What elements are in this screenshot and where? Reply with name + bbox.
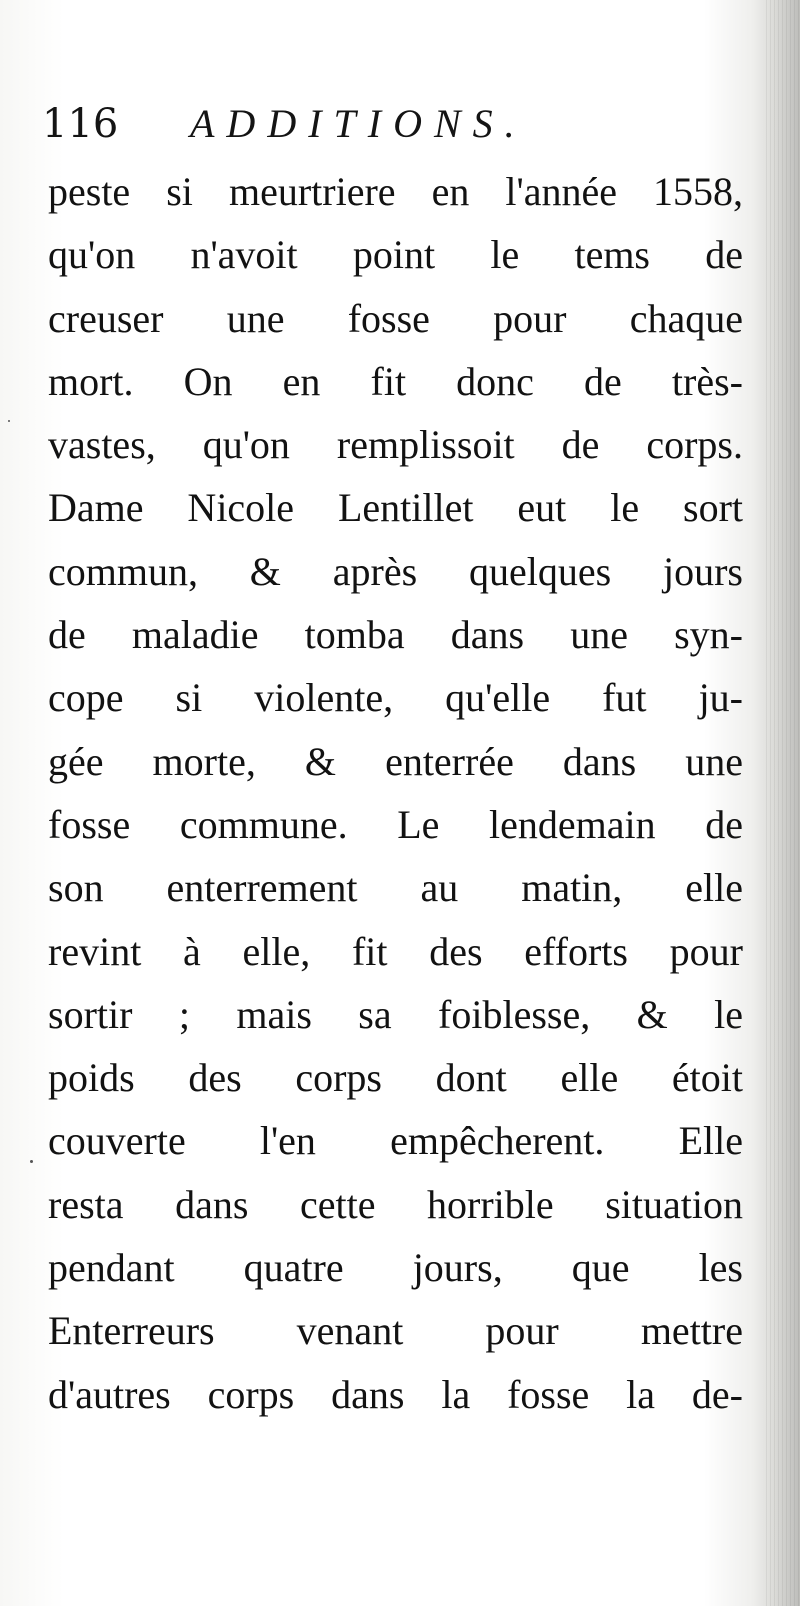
text-line: pendant quatre jours, que les (48, 1245, 743, 1291)
body-text (48, 160, 743, 1426)
text-line: poids des corps dont elle étoit (48, 1055, 743, 1101)
text-line: revint à elle, fit des efforts pour (48, 928, 743, 974)
text-line: Dame Nicole Lentillet eut le sort (48, 485, 743, 531)
text-line: peste si meurtriere en l'année 1558, (48, 169, 743, 214)
running-head (42, 94, 742, 154)
text-line: de maladie tomba dans une syn- (48, 612, 743, 658)
print-speck (30, 1160, 33, 1163)
text-line: cope si violente, qu'elle fut ju- (48, 675, 743, 721)
text-line: sortir ; mais sa foiblesse, & le (48, 991, 743, 1037)
text-line: creuser une fosse pour chaque (48, 295, 743, 341)
text-line: son enterrement au matin, elle (48, 865, 743, 911)
text-line: vastes, qu'on remplissoit de corps. (48, 422, 743, 468)
print-speck (8, 420, 10, 422)
page-number: 116 (42, 101, 119, 147)
text-line: resta dans cette horrible situation (48, 1181, 743, 1227)
text-line: d'autres corps dans la fosse la de- (48, 1371, 743, 1417)
text-line: mort. On en fit donc de très- (48, 358, 743, 404)
section-title: ADDITIONS. (190, 101, 527, 146)
text-line: Enterreurs venant pour mettre (48, 1308, 743, 1354)
text-line: qu'on n'avoit point le tems de (48, 232, 743, 278)
text-line: fosse commune. Le lendemain de (48, 801, 743, 847)
text-line: commun, & après quelques jours (48, 548, 743, 594)
page-gutter-shadow (766, 0, 800, 1606)
text-line: gée morte, & enterrée dans une (48, 738, 743, 784)
text-line: couverte l'en empêcherent. Elle (48, 1118, 743, 1164)
